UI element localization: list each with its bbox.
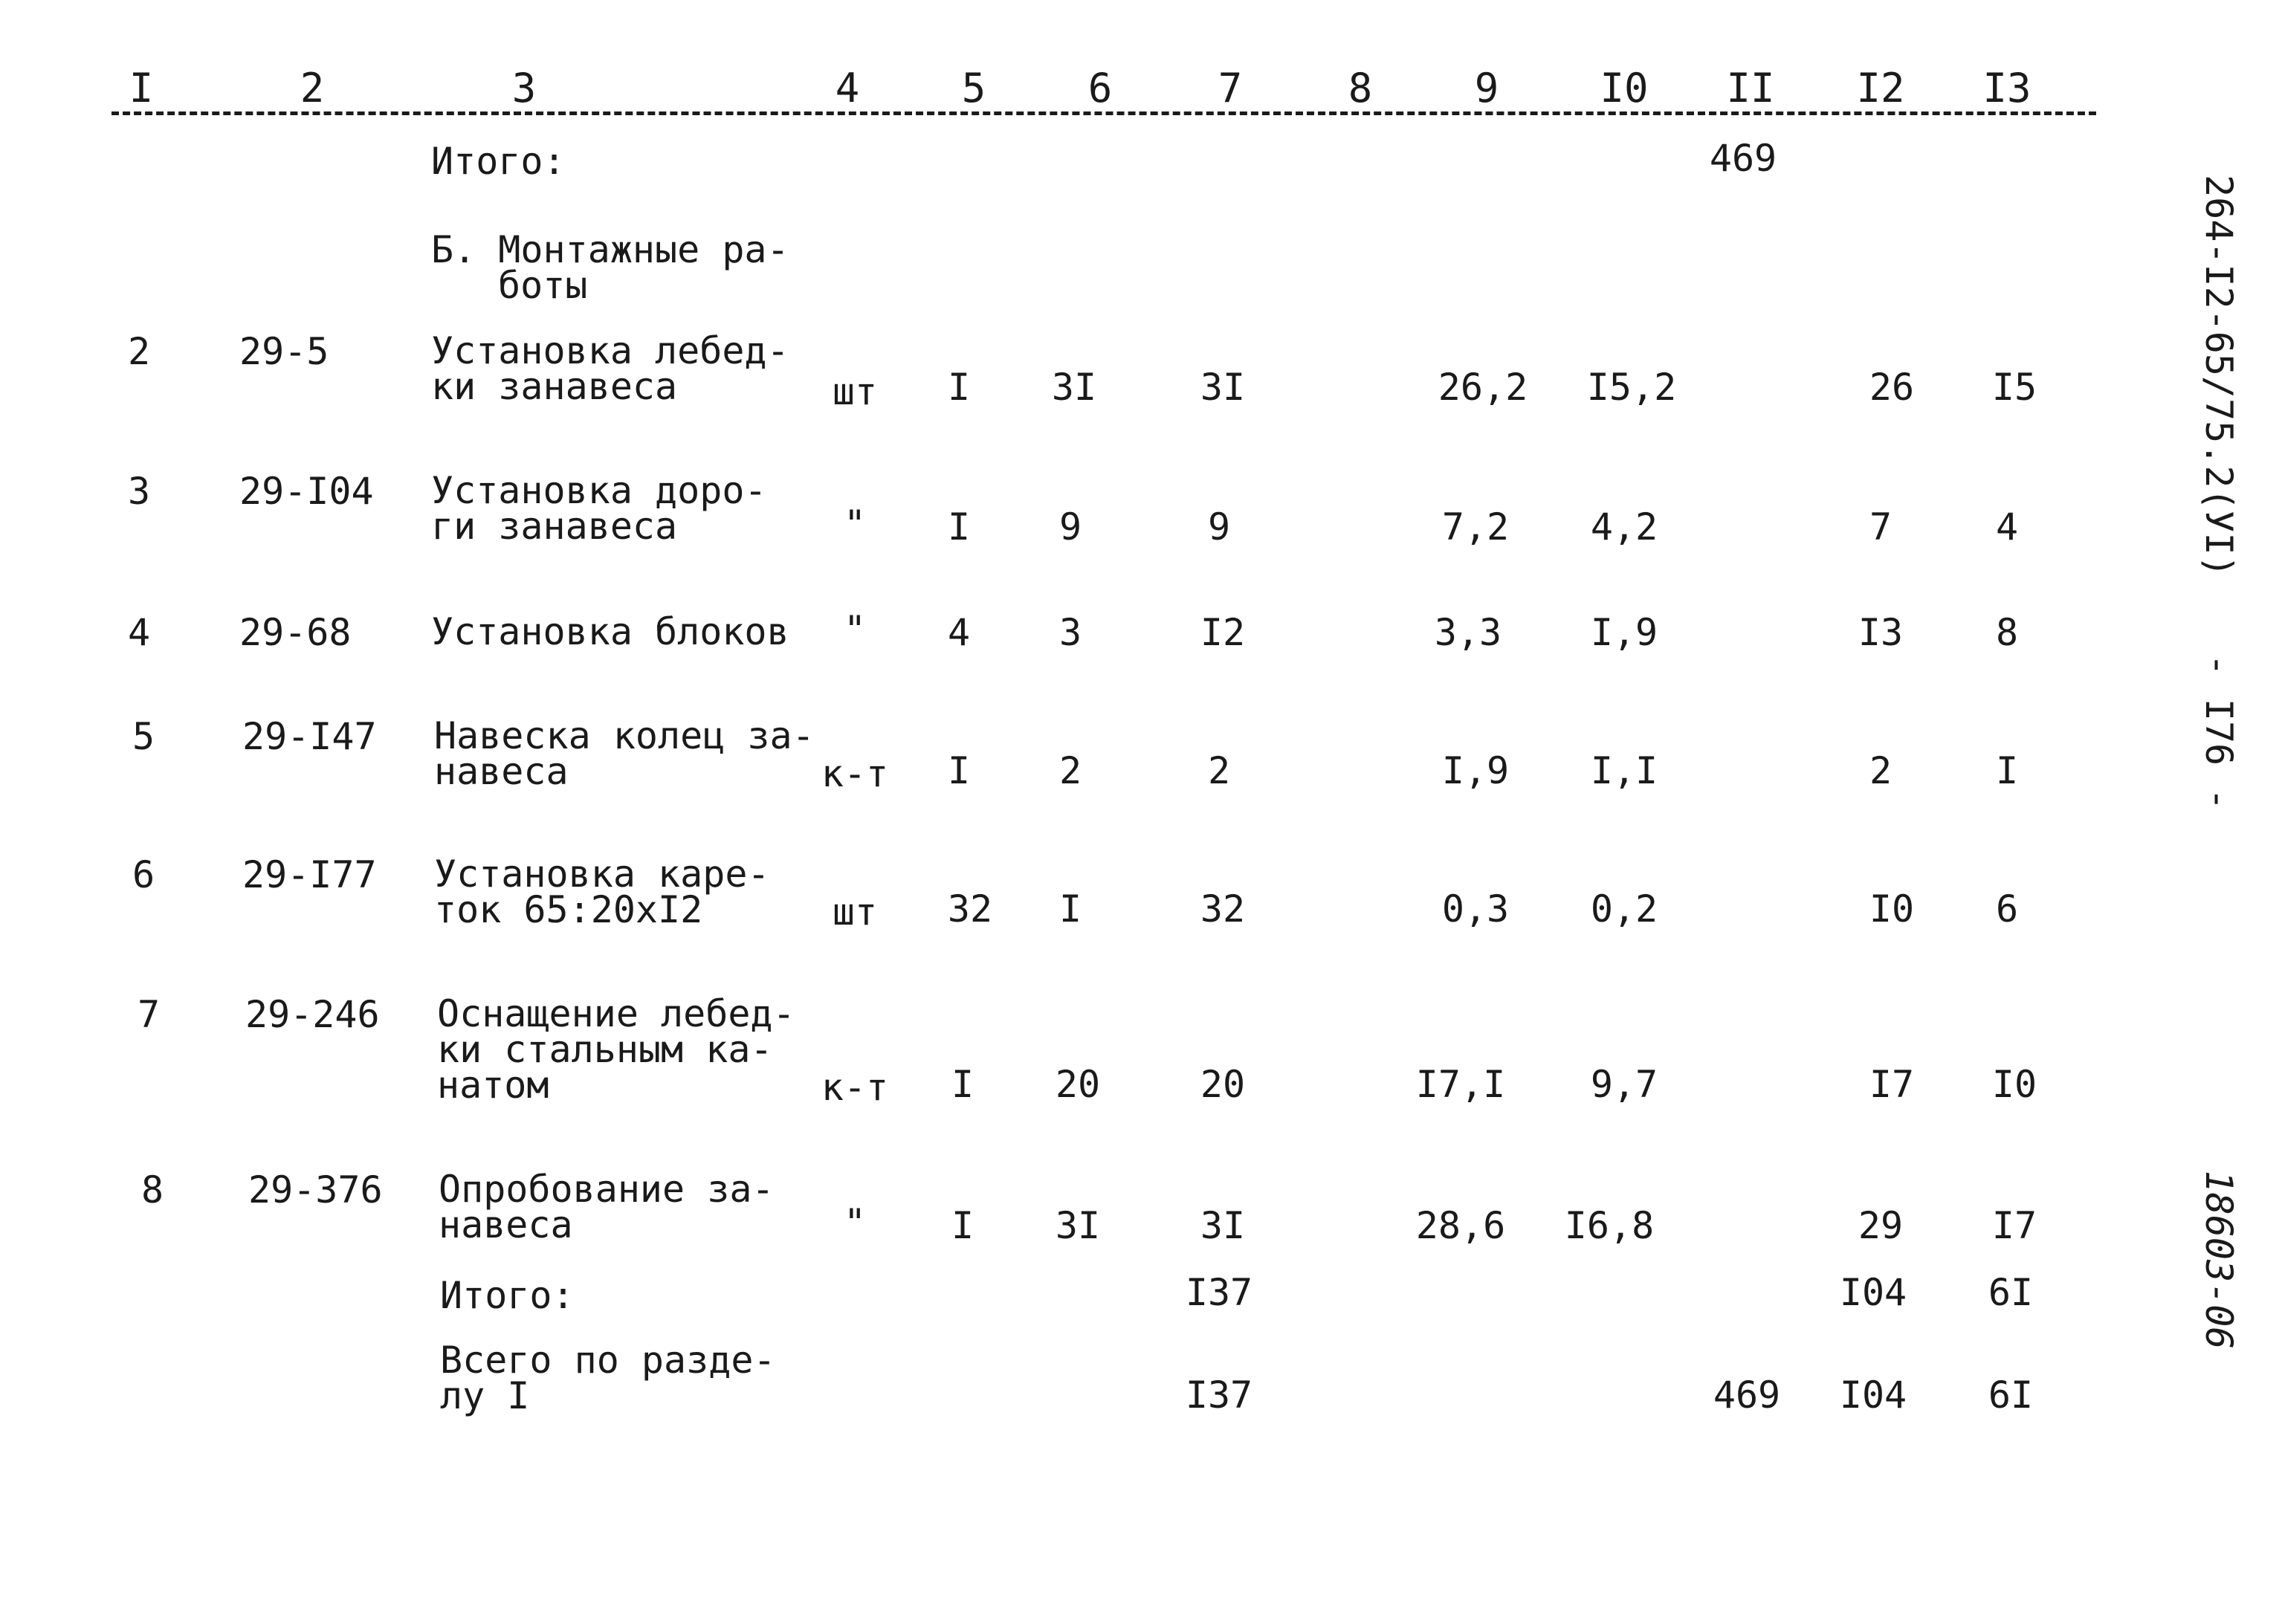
col10-value: I,I bbox=[1590, 749, 1658, 792]
section-b-title: Б. Монтажные ра- боты bbox=[431, 228, 789, 307]
work-name: Установка доро- ги занавеса bbox=[431, 469, 767, 548]
section-b-total-col13: 6I bbox=[1988, 1271, 2034, 1314]
norm-code: 29-I04 bbox=[239, 470, 374, 513]
col12-value: 7 bbox=[1869, 505, 1892, 549]
col6-value: 3I bbox=[1055, 1204, 1101, 1247]
col6-value: 3 bbox=[1058, 611, 1082, 654]
side-document-code: 264-I2-65/75.2(УI) bbox=[2197, 175, 2240, 578]
col5-value: I bbox=[947, 505, 971, 549]
grand-total-col12: I04 bbox=[1839, 1374, 1907, 1417]
col5-value: 4 bbox=[947, 611, 971, 654]
row-number: 4 bbox=[128, 611, 151, 654]
unit: шт bbox=[832, 370, 878, 413]
col10-value: I,9 bbox=[1590, 611, 1658, 654]
unit: " bbox=[843, 502, 867, 546]
column-header-3: 3 bbox=[511, 65, 537, 111]
col10-value: I6,8 bbox=[1564, 1204, 1655, 1247]
col9-value: I,9 bbox=[1441, 749, 1510, 792]
col6-value: 2 bbox=[1058, 749, 1082, 792]
col7-value: 20 bbox=[1200, 1063, 1246, 1106]
col7-value: I2 bbox=[1200, 611, 1246, 654]
section-b-total-col12: I04 bbox=[1839, 1271, 1907, 1314]
col5-value: I bbox=[947, 749, 971, 792]
unit: шт bbox=[832, 890, 878, 934]
work-name: Навеска колец за- навеса bbox=[434, 714, 815, 793]
col6-value: 9 bbox=[1058, 505, 1082, 549]
col12-value: 29 bbox=[1858, 1204, 1904, 1247]
norm-code: 29-68 bbox=[239, 611, 352, 654]
col9-value: 7,2 bbox=[1441, 505, 1510, 549]
norm-code: 29-246 bbox=[245, 993, 380, 1036]
section-b-total-label: Итого: bbox=[440, 1274, 575, 1317]
grand-total-col11: 469 bbox=[1713, 1374, 1781, 1417]
col13-value: I7 bbox=[1991, 1204, 2037, 1247]
col13-value: 8 bbox=[1995, 611, 2019, 654]
column-header-4: 4 bbox=[835, 65, 860, 111]
col9-value: 28,6 bbox=[1415, 1204, 1506, 1247]
grand-total-col13: 6I bbox=[1988, 1374, 2034, 1417]
col13-value: I bbox=[1995, 749, 2019, 792]
col12-value: I3 bbox=[1858, 611, 1904, 654]
col10-value: 9,7 bbox=[1590, 1063, 1658, 1106]
work-name: Установка лебед- ки занавеса bbox=[431, 329, 789, 408]
col7-value: 3I bbox=[1200, 1204, 1246, 1247]
row-number: 7 bbox=[138, 993, 161, 1036]
col12-value: 26 bbox=[1869, 366, 1915, 409]
norm-code: 29-376 bbox=[248, 1168, 383, 1211]
col6-value: 20 bbox=[1055, 1063, 1101, 1106]
row-number: 5 bbox=[132, 715, 155, 758]
col13-value: I5 bbox=[1991, 366, 2037, 409]
unit: " bbox=[843, 608, 867, 651]
column-header-2: 2 bbox=[300, 65, 325, 111]
column-header-12: I2 bbox=[1856, 65, 1905, 111]
col5-value: I bbox=[947, 366, 971, 409]
column-header-13: I3 bbox=[1982, 65, 2032, 111]
norm-code: 29-5 bbox=[239, 330, 329, 373]
column-header-6: 6 bbox=[1087, 65, 1113, 111]
column-header-7: 7 bbox=[1218, 65, 1243, 111]
column-header-1: I bbox=[129, 65, 154, 111]
column-header-11: II bbox=[1726, 65, 1775, 111]
col10-value: I5,2 bbox=[1586, 366, 1677, 409]
unit: к-т bbox=[821, 1066, 889, 1109]
column-header-9: 9 bbox=[1474, 65, 1499, 111]
col7-value: 3I bbox=[1200, 366, 1246, 409]
header-dashed-rule bbox=[111, 111, 2096, 115]
col13-value: I0 bbox=[1991, 1063, 2037, 1106]
work-name: Оснащение лебед- ки стальным ка- натом bbox=[437, 992, 795, 1107]
col7-value: 32 bbox=[1200, 887, 1246, 931]
row-number: 6 bbox=[132, 853, 155, 896]
unit: к-т bbox=[821, 752, 889, 795]
column-header-8: 8 bbox=[1348, 65, 1373, 111]
col10-value: 4,2 bbox=[1590, 505, 1658, 549]
col13-value: 4 bbox=[1995, 505, 2019, 549]
col9-value: I7,I bbox=[1415, 1063, 1506, 1106]
col7-value: 2 bbox=[1207, 749, 1231, 792]
col5-value: 32 bbox=[947, 887, 993, 931]
col12-value: I0 bbox=[1869, 887, 1915, 931]
column-header-5: 5 bbox=[961, 65, 986, 111]
col9-value: 0,3 bbox=[1441, 887, 1510, 931]
col12-value: I7 bbox=[1869, 1063, 1915, 1106]
col9-value: 26,2 bbox=[1438, 366, 1528, 409]
section-a-total-col11: 469 bbox=[1709, 137, 1777, 180]
col10-value: 0,2 bbox=[1590, 887, 1658, 931]
row-number: 8 bbox=[141, 1168, 164, 1211]
work-name: Опробование за- навеса bbox=[439, 1168, 775, 1246]
col5-value: I bbox=[951, 1063, 974, 1106]
norm-code: 29-I47 bbox=[242, 715, 377, 758]
work-name: Установка блоков bbox=[431, 610, 789, 653]
section-b-total-col7: I37 bbox=[1185, 1271, 1253, 1314]
col5-value: I bbox=[951, 1204, 974, 1247]
norm-code: 29-I77 bbox=[242, 853, 377, 896]
col13-value: 6 bbox=[1995, 887, 2019, 931]
col7-value: 9 bbox=[1207, 505, 1231, 549]
section-a-total-label: Итого: bbox=[431, 140, 566, 183]
col6-value: 3I bbox=[1051, 366, 1097, 409]
side-page-number: - I76 - bbox=[2197, 653, 2240, 811]
side-sheet-number: 18603-06 bbox=[2197, 1170, 2240, 1350]
work-name: Установка каре- ток 65:20хI2 bbox=[434, 853, 770, 931]
unit: " bbox=[843, 1201, 867, 1244]
row-number: 3 bbox=[128, 470, 151, 513]
col6-value: I bbox=[1058, 887, 1082, 931]
grand-total-col7: I37 bbox=[1185, 1374, 1253, 1417]
column-header-10: I0 bbox=[1600, 65, 1649, 111]
col9-value: 3,3 bbox=[1434, 611, 1502, 654]
grand-total-label: Всего по разде- лу I bbox=[440, 1339, 776, 1417]
col12-value: 2 bbox=[1869, 749, 1892, 792]
row-number: 2 bbox=[128, 330, 151, 373]
